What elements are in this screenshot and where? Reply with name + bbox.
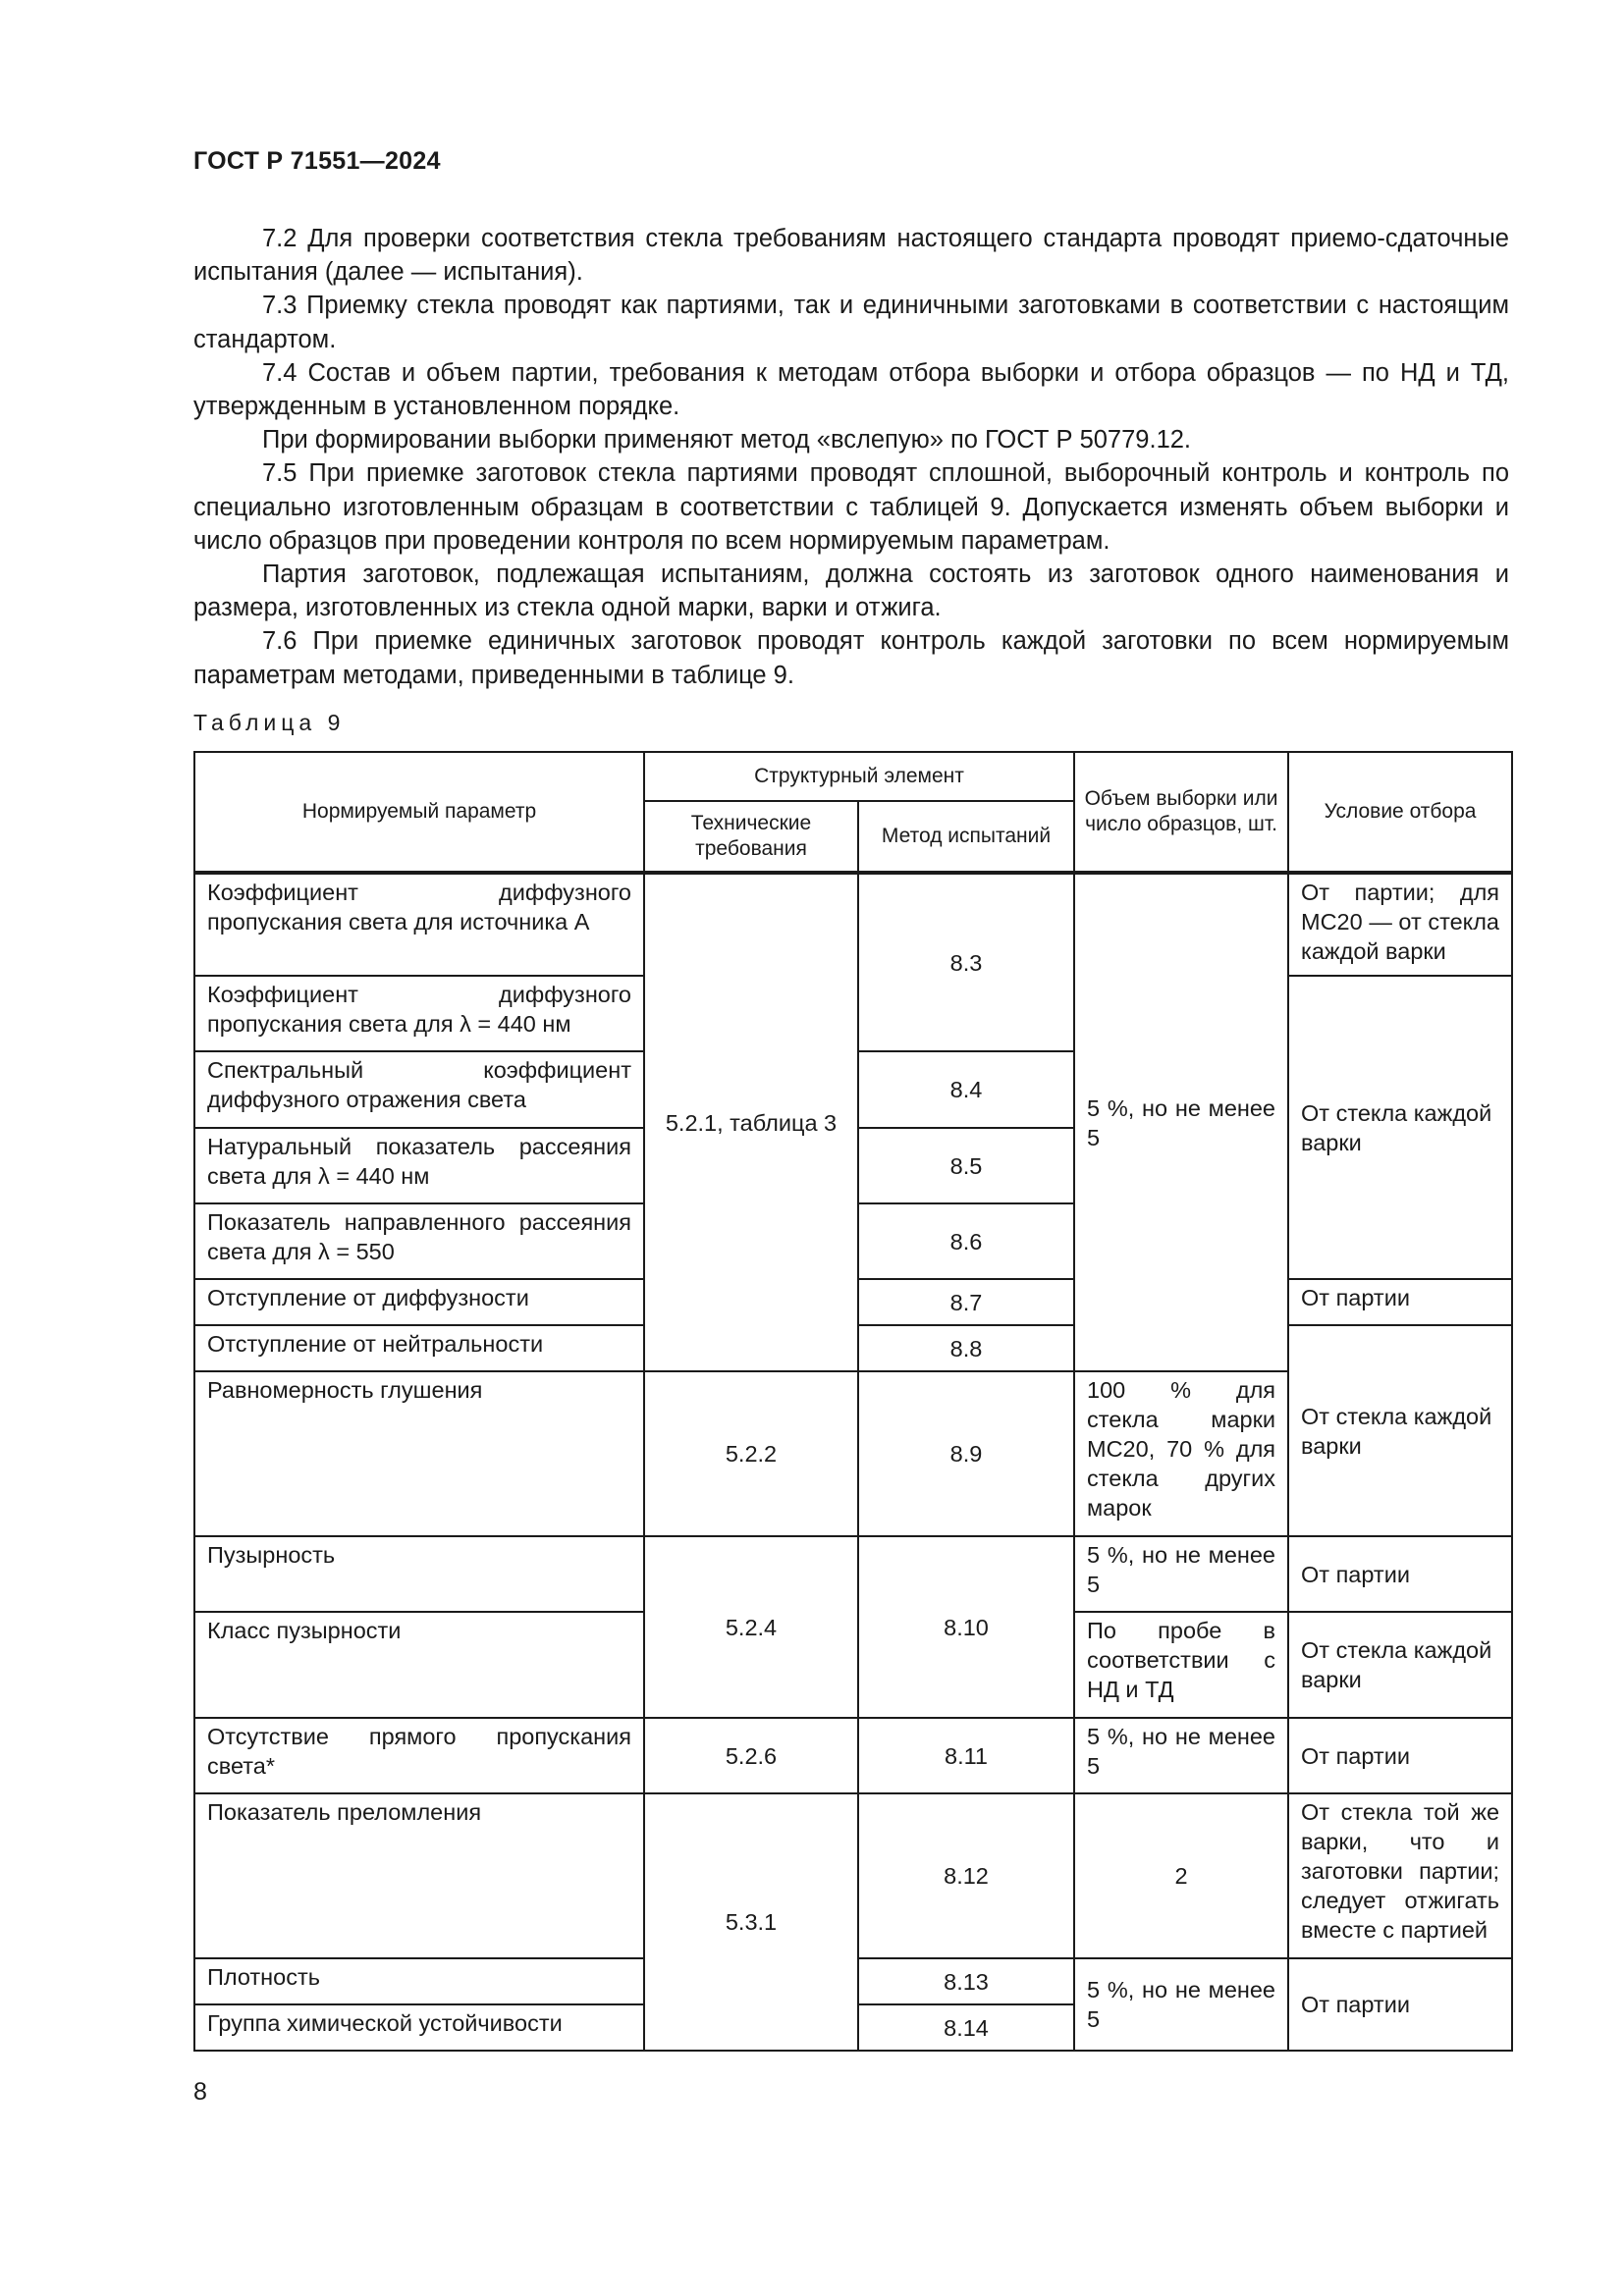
method-cell: 8.5 [858,1128,1074,1203]
param-cell: Показатель преломления [194,1793,644,1958]
param-cell: Натуральный показатель рассеяния света для λ = 440 нм [194,1128,644,1203]
header-tech: Технические требования [644,801,858,873]
method-cell: 8.11 [858,1718,1074,1793]
table-row [194,1718,1512,1793]
param-cell: Спектральный коэффициент диффузного отражения света [194,1051,644,1128]
param-cell: Пузырность [194,1536,644,1612]
volume-cell: 100 % для стекла марки МС20, 70 % для стекла других марок [1074,1371,1288,1536]
param-cell: Плотность [194,1958,644,2004]
param-cell: Равномерность глушения [194,1371,644,1536]
condition-cell: От партии [1288,1279,1512,1325]
volume-cell: 5 %, но не менее 5 [1074,873,1288,1371]
method-cell: 8.10 [858,1536,1074,1718]
body-text [193,222,1509,692]
method-cell: 8.9 [858,1371,1074,1536]
paragraph-7-3: 7.3 Приемку стекла проводят как партиями, так и единичными заготовками в соответствии с настоящим стандартом. [193,292,1509,353]
param-cell: Коэффициент диффузного пропускания света для λ = 440 нм [194,976,644,1051]
header-volume: Объем выборки или число образцов, шт. [1074,752,1288,873]
header-struct: Структурный элемент [644,752,1074,801]
condition-cell: От партии [1288,1958,1512,2051]
tech-cell: 5.2.6 [644,1718,858,1793]
param-cell: Отсутствие прямого пропускания света* [194,1718,644,1793]
method-cell: 8.12 [858,1793,1074,1958]
paragraph-sampling-method: При формировании выборки применяют метод «вслепую» по ГОСТ Р 50779.12. [262,426,1192,454]
method-cell: 8.3 [858,873,1074,1051]
volume-cell: 2 [1074,1793,1288,1958]
param-cell: Отступление от диффузности [194,1279,644,1325]
param-cell: Класс пузырности [194,1612,644,1718]
method-cell: 8.13 [858,1958,1074,2004]
method-cell: 8.7 [858,1279,1074,1325]
header-condition: Условие отбора [1288,752,1512,873]
param-cell: Группа химической устойчивости [194,2004,644,2051]
paragraph-7-6: 7.6 При приемке единичных заготовок проводят контроль каждой заготовки по всем нормируемым параметрам методами, приведенными в таблице 9. [193,627,1509,689]
table-row [194,1793,1512,1958]
paragraph-7-2: 7.2 Для проверки соответствия стекла требованиям настоящего стандарта проводят приемо-сдаточные испытания (далее — испытания). [193,225,1509,287]
table-caption: Таблица 9 [193,710,346,735]
volume-cell: 5 %, но не менее 5 [1074,1958,1288,2051]
param-cell: Коэффициент диффузного пропускания света для источника А [194,873,644,976]
method-cell: 8.8 [858,1325,1074,1371]
document-header: ГОСТ Р 71551—2024 [193,147,441,175]
table-header-row [194,752,1512,801]
method-cell: 8.14 [858,2004,1074,2051]
table-row [194,873,1512,976]
volume-cell: По пробе в соответствии с НД и ТД [1074,1612,1288,1718]
volume-cell: 5 %, но не менее 5 [1074,1718,1288,1793]
tech-cell: 5.3.1 [644,1793,858,2051]
param-cell: Отступление от нейтральности [194,1325,644,1371]
tech-cell: 5.2.4 [644,1536,858,1718]
tech-cell: 5.2.1, таблица 3 [644,873,858,1371]
paragraph-batch: Партия заготовок, подлежащая испытаниям, должна состоять из заготовок одного наименования и размера, изготовленных из стекла одной марки, варки и отжига. [193,561,1509,622]
tech-cell: 5.2.2 [644,1371,858,1536]
condition-cell: От стекла каждой варки [1288,1612,1512,1718]
method-cell: 8.6 [858,1203,1074,1279]
table-9 [193,751,1513,2052]
table-row [194,1536,1512,1612]
condition-cell: От стекла каждой варки [1288,976,1512,1279]
page-number: 8 [193,2078,207,2106]
header-method: Метод испытаний [858,801,1074,873]
condition-cell: От стекла каждой варки [1288,1325,1512,1536]
condition-cell: От стекла той же варки, что и заготовки партии; следует отжигать вместе с партией [1288,1793,1512,1958]
condition-cell: От партии [1288,1536,1512,1612]
paragraph-7-4: 7.4 Состав и объем партии, требования к методам отбора выборки и отбора образцов — по НД и ТД, утвержденным в установленном порядке. [193,358,1509,421]
param-cell: Показатель направленного рассеяния света для λ = 550 [194,1203,644,1279]
paragraph-7-5: 7.5 При приемке заготовок стекла партиями проводят сплошной, выборочный контроль и контроль по специально изготовленным образцам в соответствии с таблицей 9. Допускается изменять объем выборки и число образцов при проведении контроля по всем нормируемым параметрам. [193,459,1509,555]
condition-cell: От партии; для МС20 — от стекла каждой варки [1288,873,1512,976]
volume-cell: 5 %, но не менее 5 [1074,1536,1288,1612]
condition-cell: От партии [1288,1718,1512,1793]
method-cell: 8.4 [858,1051,1074,1128]
header-param: Нормируемый параметр [194,752,644,873]
